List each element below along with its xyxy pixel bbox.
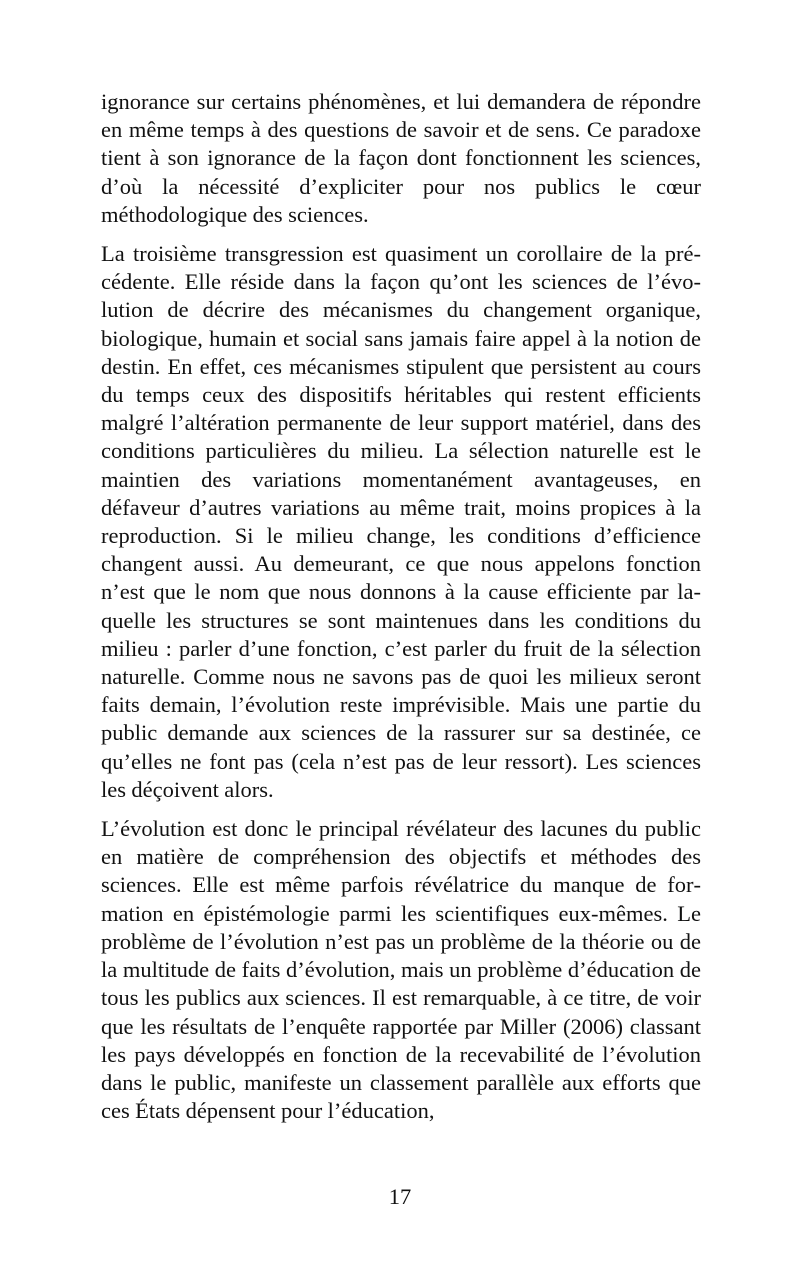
paragraph-3: L’évolution est donc le principal révélateur des lacunes du public en matière de compréhension des objectifs et méthodes des sciences. Elle est même parfois révélatrice du manque de formation en épistémologie parmi les scientifiques eux-mêmes. Le problème de l’évolution n’est pas un problème de la théorie ou de la multitude de faits d’évolution, mais un problème d’éducation de tous les publics aux sciences. Il est remarquable, à ce titre, de voir que les résultats de l’enquête rapportée par Miller (2006) classant les pays développés en fonction de la recevabilité de l’évolution dans le public, manifeste un classement parallèle aux efforts que ces États dépensent pour l’éducation, [101,816,701,1124]
page-number: 17 [388,1184,412,1209]
paragraph-1: ignorance sur certains phénomènes, et lui demandera de répondre en même temps à des questions de savoir et de sens. Ce paradoxe tient à son ignorance de la façon dont fonctionnent les sciences, d’où la nécessité d’expliciter pour nos publics le cœur méthodologique des sciences. [101,89,701,227]
paragraph-2: La troisième transgression est quasiment un corollaire de la précédente. Elle réside dans la façon qu’ont les sciences de l’évolution de décrire des mécanismes du changement organique, biologique, humain et social sans jamais faire appel à la notion de destin. En effet, ces mécanismes stipulent que persistent au cours du temps ceux des dispositifs héritables qui restent efficients malgré l’altération permanente de leur support matériel, dans des conditions particulières du milieu. La sélection naturelle est le maintien des variations momentanément avantageuses, en défaveur d’autres variations au même trait, moins propices à la reproduction. Si le milieu change, les conditions d’efficience changent aussi. Au demeurant, ce que nous appelons fonction n’est que le nom que nous donnons à la cause efficiente par laquelle les structures se sont maintenues dans les conditions du milieu : parler d’une fonction, c’est parler du fruit de la sélection naturelle. Comme nous ne savons pas de quoi les milieux seront faits demain, l’évolution reste imprévisible. Mais une partie du public demande aux sciences de la rassurer sur sa destinée, ce qu’elles ne font pas (cela n’est pas de leur ressort). Les sciences les déçoivent alors. [101,241,701,802]
page-body [101,88,701,1136]
